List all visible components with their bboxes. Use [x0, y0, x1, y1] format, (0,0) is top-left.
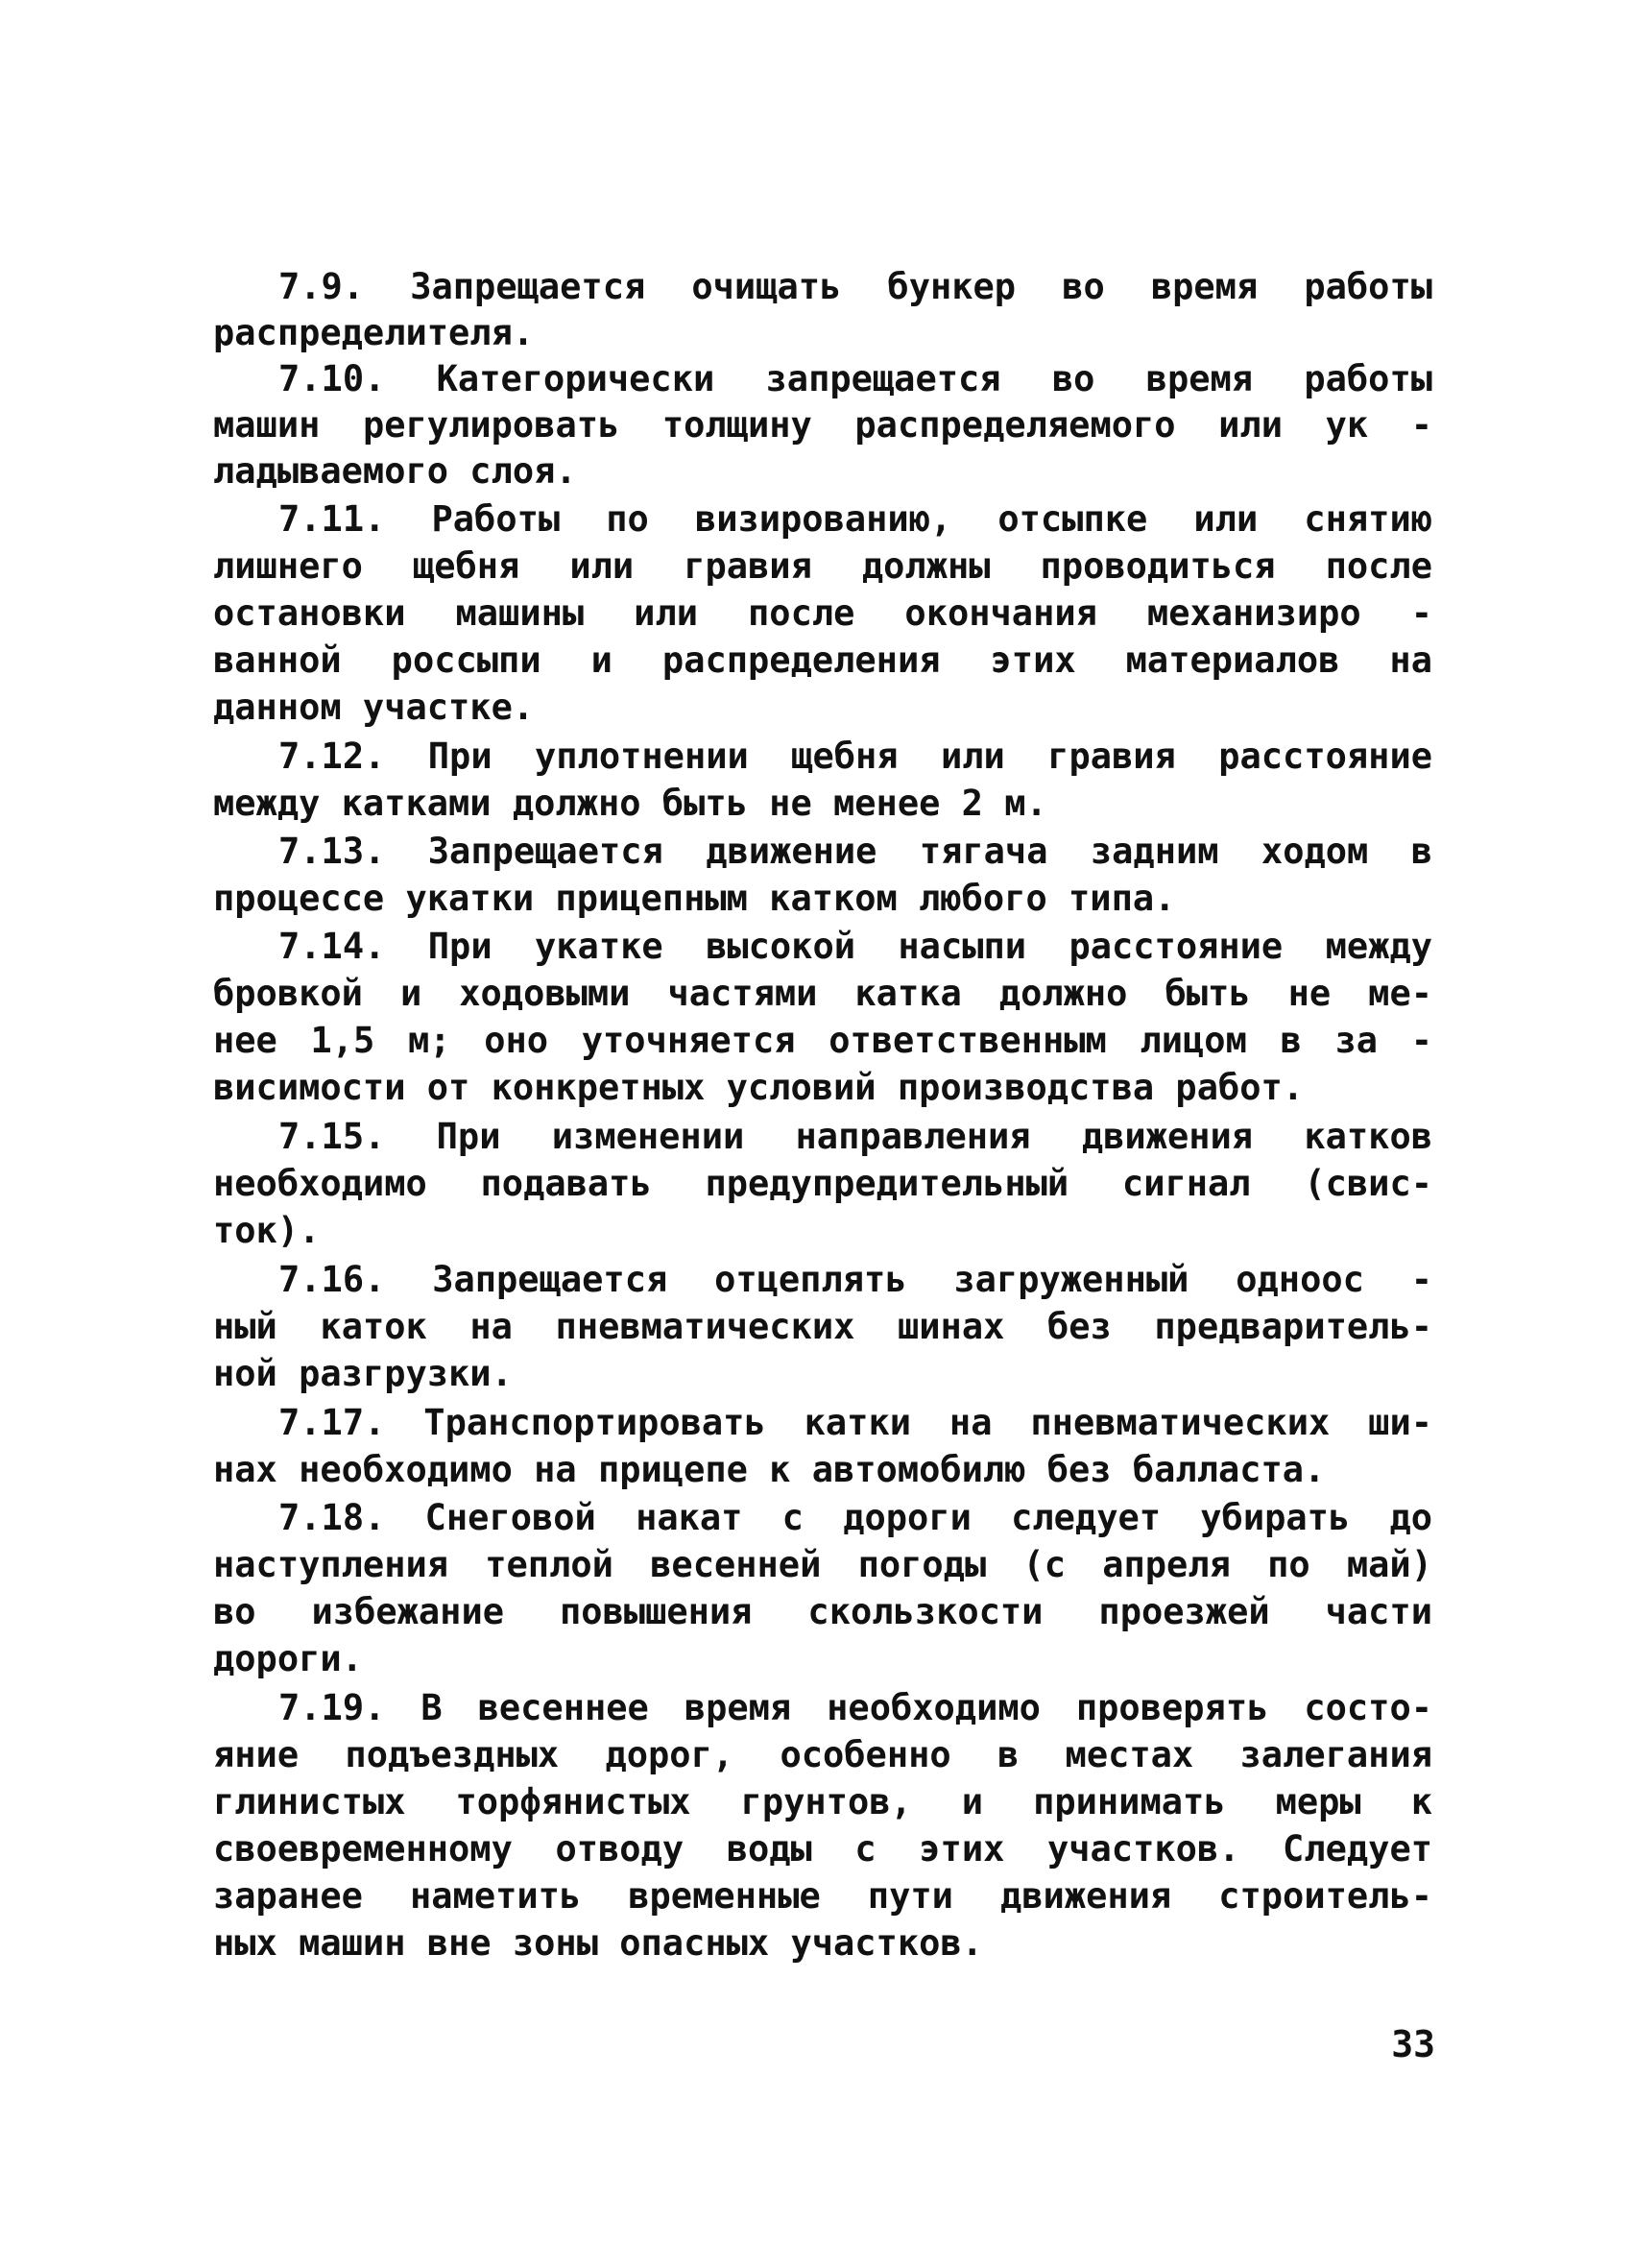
p7-10-line-1: 7.10. Категорически запрещается во время работы	[278, 358, 1432, 399]
p7-16-line-2: ный каток на пневматических шинах без предваритель-	[213, 1306, 1432, 1347]
p7-14-line-1: 7.14. При укатке высокой насыпи расстояние между	[278, 926, 1432, 967]
p7-17-line-1: 7.17. Транспортировать катки на пневматических ши-	[278, 1402, 1432, 1443]
p7-18-line-3: во избежание повышения скользкости проезжей части	[213, 1591, 1432, 1632]
p7-9-line-2: распределителя.	[213, 312, 535, 353]
p7-9-line-1: 7.9. Запрещается очищать бункер во время работы	[278, 266, 1432, 307]
p7-18-line-1: 7.18. Снеговой накат с дороги следует убирать до	[278, 1497, 1432, 1538]
p7-10-line-3: ладываемого слоя.	[213, 450, 577, 492]
p7-13-line-2: процессе укатки прицепным катком любого типа.	[213, 878, 1176, 919]
p7-14-line-4: висимости от конкретных условий производства работ.	[213, 1067, 1305, 1108]
p7-14-line-3: нее 1,5 м; оно уточняется ответственным лицом в за -	[213, 1020, 1432, 1061]
p7-18-line-2: наступления теплой весенней погоды (с апреля по май)	[213, 1544, 1432, 1585]
p7-12-line-2: между катками должно быть не менее 2 м.	[213, 783, 1047, 824]
p7-15-line-2: необходимо подавать предупредительный сигнал (свис-	[213, 1163, 1432, 1204]
p7-11-line-3: остановки машины или после окончания механизиро -	[213, 592, 1432, 634]
p7-13-line-1: 7.13. Запрещается движение тягача задним ходом в	[278, 831, 1432, 872]
p7-14-line-2: бровкой и ходовыми частями катка должно быть не ме-	[213, 973, 1432, 1014]
p7-11-line-4: ванной россыпи и распределения этих материалов на	[213, 639, 1432, 681]
p7-19-line-1: 7.19. В весеннее время необходимо проверять состо-	[278, 1687, 1432, 1728]
p7-18-line-4: дороги.	[213, 1638, 363, 1679]
p7-17-line-2: нах необходимо на прицепе к автомобилю без балласта.	[213, 1449, 1326, 1490]
p7-19-line-2: яние подъездных дорог, особенно в местах залегания	[213, 1734, 1432, 1775]
p7-19-line-4: своевременному отводу воды с этих участков. Следует	[213, 1828, 1432, 1870]
p7-12-line-1: 7.12. При уплотнении щебня или гравия расстояние	[278, 736, 1432, 777]
p7-19-line-3: глинистых торфянистых грунтов, и принимать меры к	[213, 1781, 1432, 1822]
p7-11-line-2: лишнего щебня или гравия должны проводиться после	[213, 545, 1432, 587]
p7-11-line-5: данном участке.	[213, 687, 535, 728]
p7-19-line-6: ных машин вне зоны опасных участков.	[213, 1922, 983, 1964]
p7-16-line-3: ной разгрузки.	[213, 1353, 513, 1394]
p7-15-line-3: ток).	[213, 1210, 321, 1251]
p7-11-line-1: 7.11. Работы по визированию, отсыпке или снятию	[278, 498, 1432, 540]
p7-15-line-1: 7.15. При изменении направления движения катков	[278, 1116, 1432, 1157]
p7-19-line-5: заранее наметить временные пути движения строитель-	[213, 1875, 1432, 1917]
p7-16-line-1: 7.16. Запрещается отцеплять загруженный одноос -	[278, 1259, 1432, 1300]
page-number: 33	[1391, 2023, 1435, 2065]
p7-10-line-2: машин регулировать толщину распределяемого или ук -	[213, 404, 1432, 446]
